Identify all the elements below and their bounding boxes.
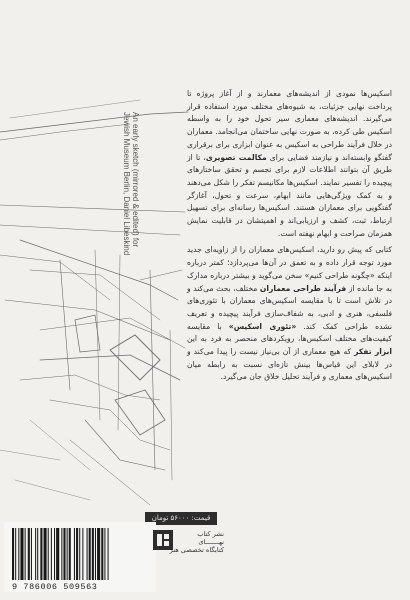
paragraph-2-text-g: که هیچ معماری از آن بی‌نیاز نیست را پیدا می‌کند و در لابلای این قیاس‌ها بینش تازه‌ای نسبت به رابطه میان اسکیس‌های معماری و فرآیند تحلیل خلاق جان می‌گیرد. [187, 347, 392, 382]
bold-phrase-thinking-tool: ابزار تفکر [354, 347, 392, 357]
paragraph-1 [187, 88, 392, 240]
paragraph-2-text-c: مختلف، بحث می‌کند و در تلاش است تا با مقایسه اسکیس‌های معماران با تئوری‌های فلسفی، هنری و ادبی، به شفاف‌سازی فرآیند پیچیده و تعریف نشده طراحی کمک کند. [187, 283, 392, 331]
bold-phrase-sketch-theory: «تئوری اسکیس» [228, 321, 297, 331]
paragraph-1-text-a: اسکیس‌ها نمودی از اندیشه‌های معمارند و از آغاز پروژه تا پرداخت نهایی جزئیات، به شیوه‌های مختلف مورد استفاده قرار می‌گیرند. اندیشه‌های معماری سیر تحول خود را به واسطه اسکیس طی کرده، به صورت نهایی ساختمان می‌انجامد. معماران در خلال فرآیند طراحی به اسکیس به عنوان ابزاری برای برقراری گفتگو وابسته‌اند و نیازمند فضایی برای [187, 89, 392, 162]
paragraph-2-text-a: کتابی که پیش رو دارید، اسکیس‌های معماران را از زاویه‌ای جدید مورد توجه قرار داده و به تعمق در آن‌ها می‌پردازد؛ کمتر درباره اینکه «چگونه طراحی کنیم» سخن می‌گوید و بیشتر درباره مدارک به جا مانده از [187, 245, 393, 293]
caption-line-2: Jewish Museum Berlin, Daniel Libeskind [122, 112, 131, 256]
paragraph-2-text-e: با مقایسه کیفیت‌های مختلف اسکیس‌ها، رویکردهای منحصر به فرد به این [187, 321, 392, 344]
back-cover-text [187, 88, 392, 384]
publisher-line-2: نهـــــــای [198, 538, 224, 546]
barcode [12, 528, 150, 580]
paragraph-2 [187, 244, 392, 384]
publisher-line-1: نشر کتاب [197, 530, 224, 538]
bold-phrase-design-process: فرآیند طراحی معماران [259, 283, 347, 293]
caption-line-1: An early sketch (mirrored & edited) for [131, 112, 140, 248]
isbn-number: 9 786006 509563 [12, 582, 98, 592]
publisher-name [169, 530, 224, 554]
price-label: قیمت: ۵۶۰۰۰ تومان [145, 512, 217, 525]
publisher-line-3: کتابگاه تخصصی هنر [169, 546, 224, 554]
bold-phrase-visual-dialogue: مکالمت تصویری [205, 152, 267, 162]
barcode-panel [4, 522, 156, 592]
paragraph-1-text-c: ، تا از طریق آن بتوانند اطلاعات لازم برای تجسم و تحقق ساختارهای پیچیده را تفسیر نمایند. اسکیس‌ها مکانیسم تفکر را شکل می‌دهند و به کمک ویژگی‌هایی مانند ابهام، سرعت و تحول، آغازگر گفتگویی برای معماران هستند. اسکیس‌ها رسانه‌ای برای تسهیل ارتباط، ثبت، کشف و ارزیابی‌اند و اهمیتشان در قابلیت نمایش همزمان صراحت و ابهام نهفته است. [187, 152, 392, 238]
sketch-caption [122, 112, 140, 292]
